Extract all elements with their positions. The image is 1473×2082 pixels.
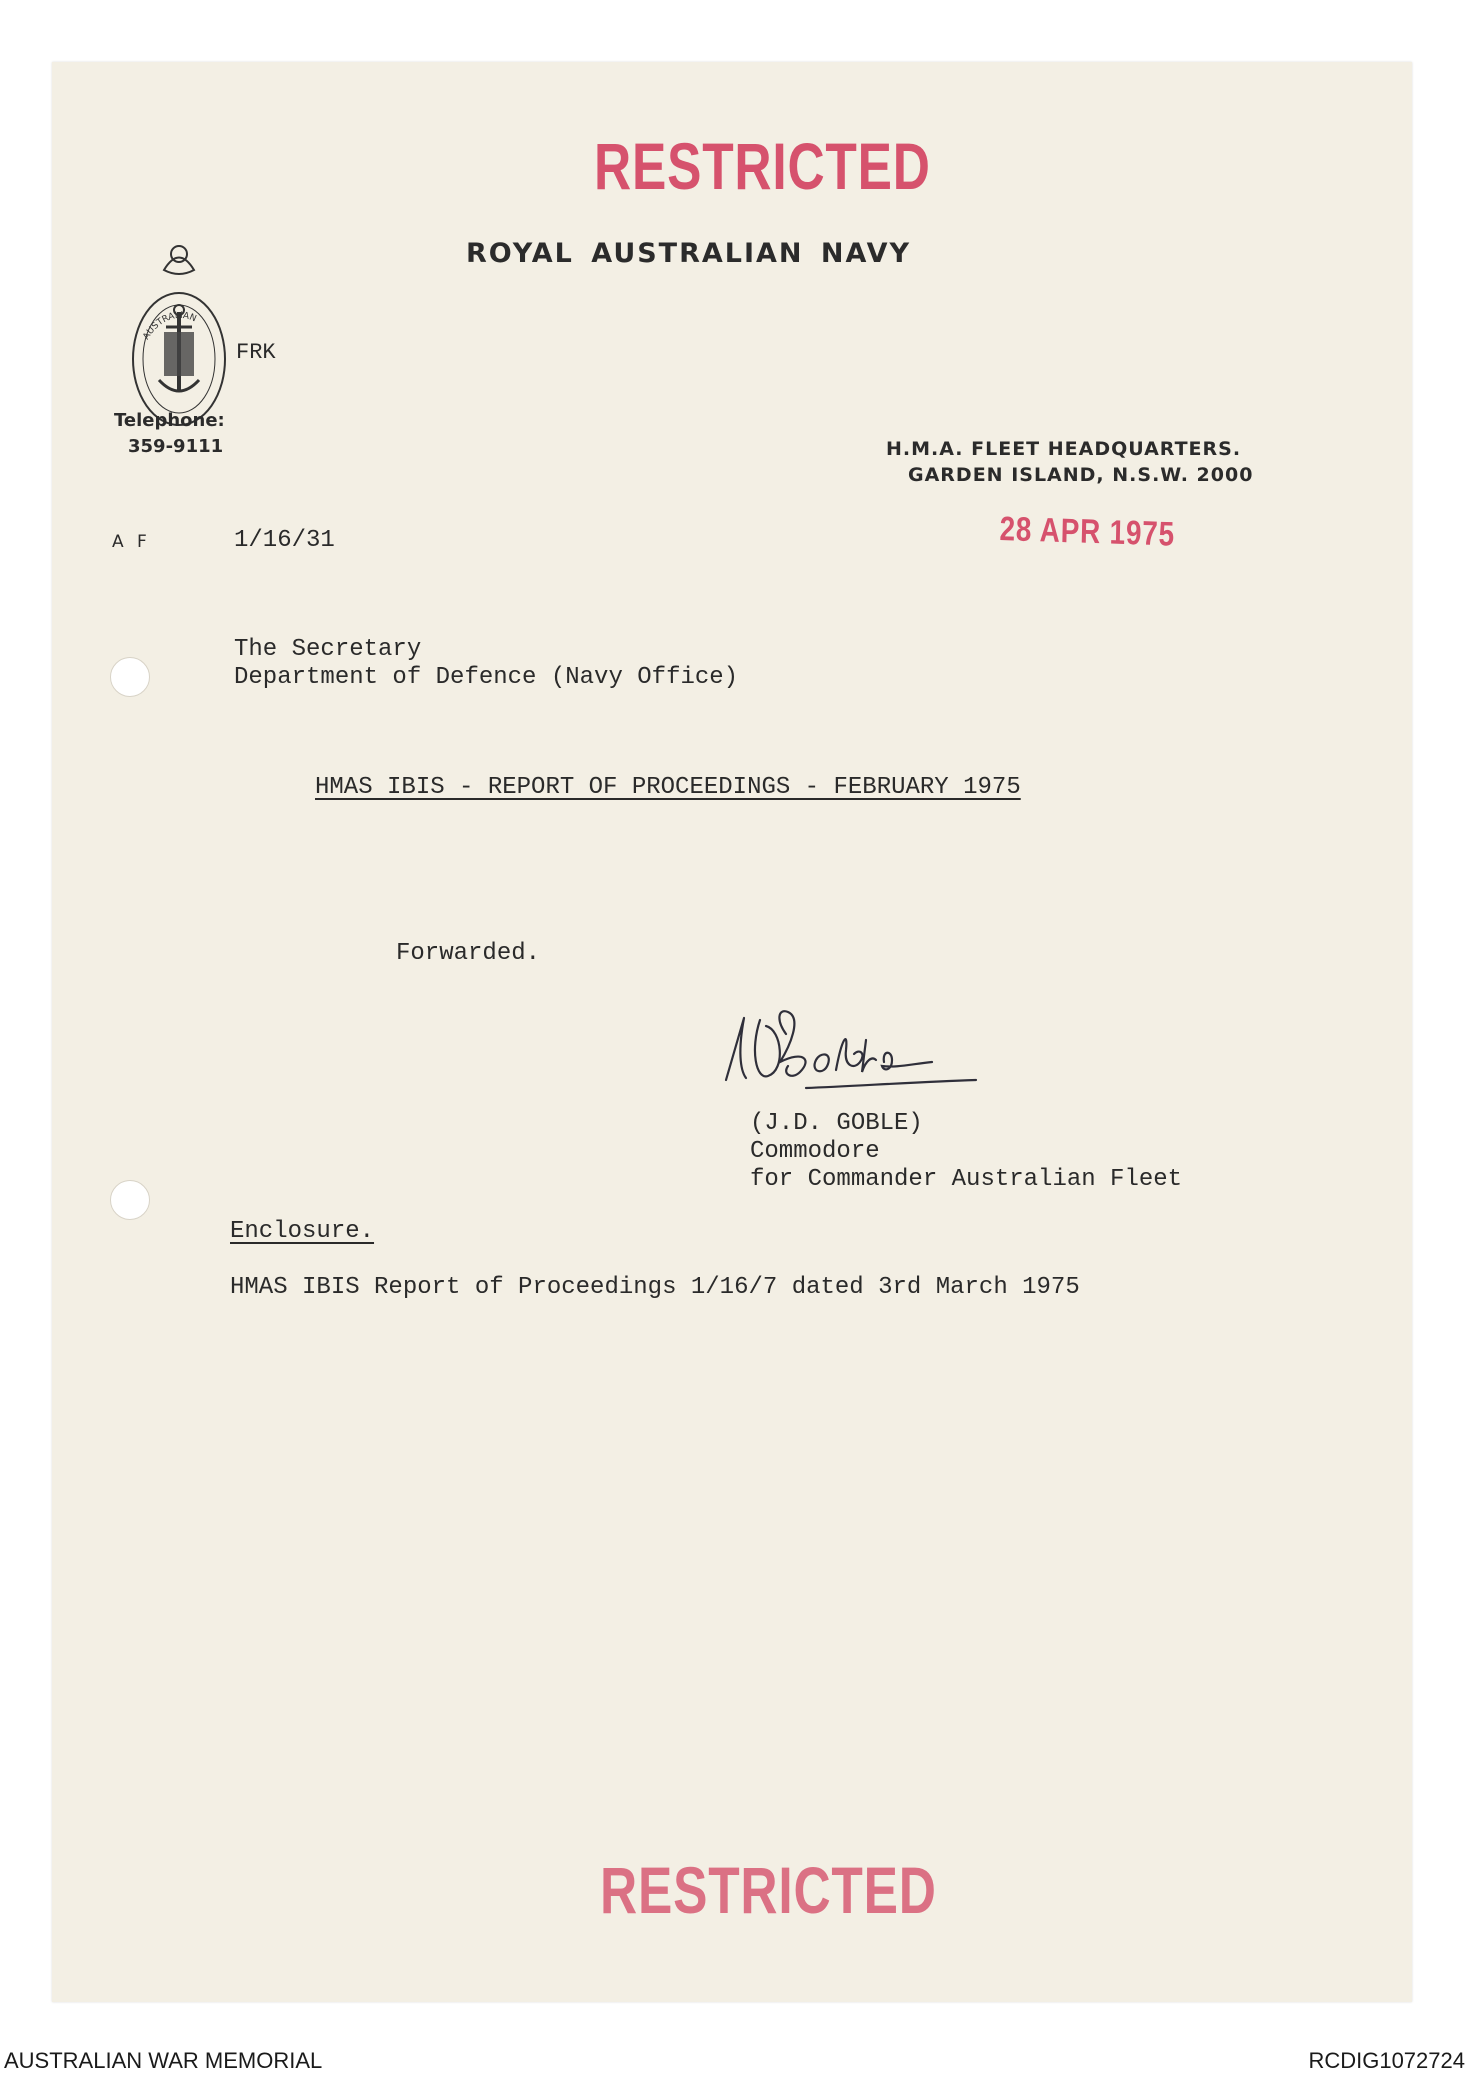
addressee-line-1: The Secretary: [234, 636, 422, 663]
addressee-line-2: Department of Defence (Navy Office): [234, 664, 739, 691]
enclosure-text: HMAS IBIS Report of Proceedings 1/16/7 dated 3rd March 1975: [230, 1274, 1080, 1301]
letterhead-title: ROYAL AUSTRALIAN NAVY: [466, 238, 912, 269]
punch-hole-bottom: [110, 1180, 150, 1220]
navy-crest-icon: [124, 212, 234, 442]
address-line-2: GARDEN ISLAND, N.S.W. 2000: [908, 464, 1254, 486]
subject-heading: HMAS IBIS - REPORT OF PROCEEDINGS - FEBRUARY 1975: [315, 774, 1021, 801]
reference-prefix: A F: [112, 532, 151, 552]
body-text: Forwarded.: [396, 940, 541, 967]
date-stamp: 28 APR 1975: [999, 510, 1176, 554]
archive-footer-left: AUSTRALIAN WAR MEMORIAL: [4, 2048, 323, 2073]
reference-number: 1/16/31: [234, 527, 335, 554]
restricted-stamp-top: RESTRICTED: [594, 129, 931, 203]
enclosure-heading: Enclosure.: [230, 1218, 375, 1245]
handwritten-signature: [716, 990, 1056, 1100]
archive-footer-right: RCDIG1072724: [1308, 2048, 1465, 2073]
signatory-role: for Commander Australian Fleet: [750, 1166, 1183, 1193]
document-page: [52, 62, 1412, 2002]
telephone-label: Telephone:: [114, 410, 225, 431]
restricted-stamp-bottom: RESTRICTED: [600, 1853, 937, 1927]
address-line-1: H.M.A. FLEET HEADQUARTERS.: [886, 438, 1242, 460]
svg-text:AUSTRALIAN: AUSTRALIAN: [141, 310, 198, 342]
signatory-name: (J.D. GOBLE): [750, 1110, 923, 1137]
punch-hole-top: [110, 657, 150, 697]
letterhead-initials: FRK: [236, 340, 276, 365]
signatory-rank: Commodore: [750, 1138, 880, 1165]
telephone-number: 359-9111: [128, 436, 224, 457]
